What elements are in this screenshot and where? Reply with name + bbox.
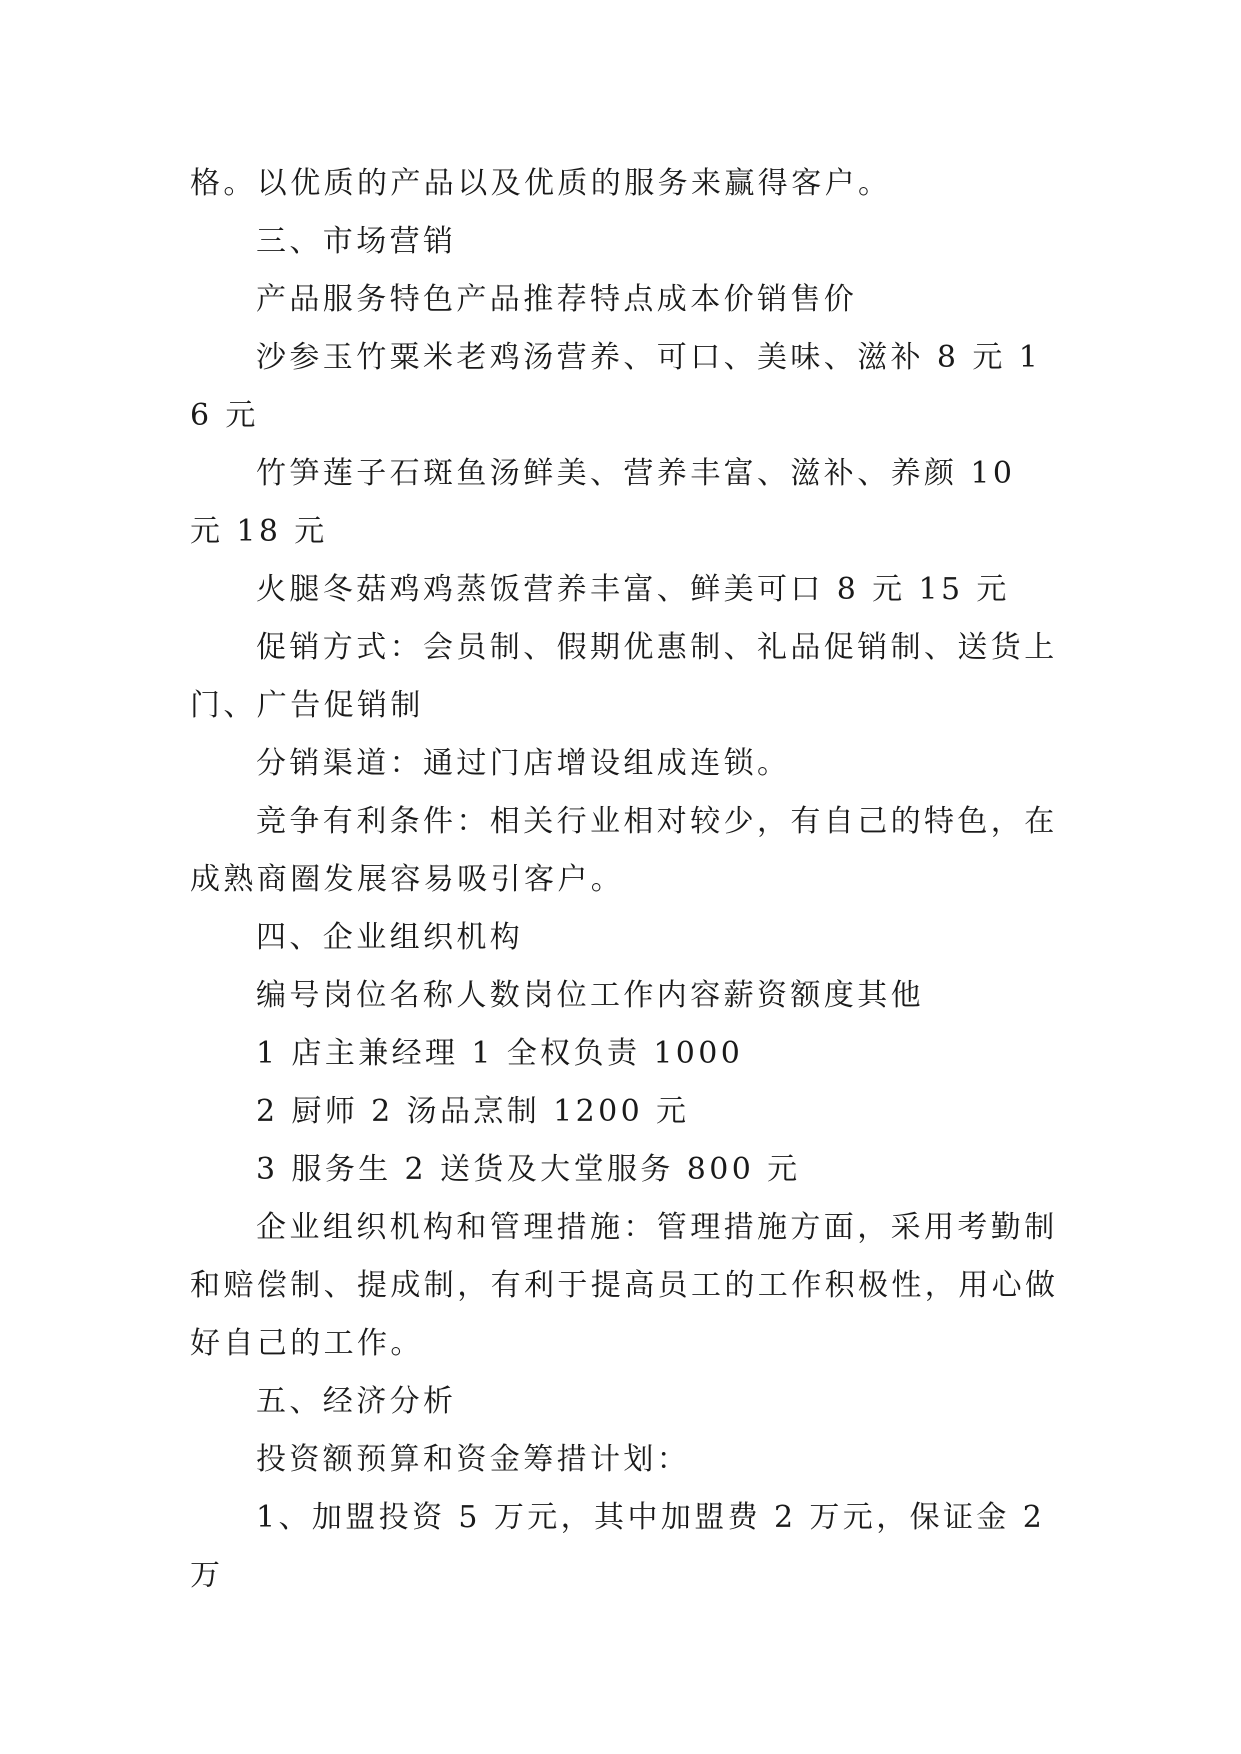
section-heading-marketing: 三、市场营销 [256, 224, 457, 259]
competitive-advantage: 竞争有利条件：相关行业相对较少，有自己的特色，在成熟商圈发展容易吸引客户。 [190, 804, 1058, 897]
investment-plan-heading: 投资额预算和资金筹措计划： [256, 1442, 691, 1477]
staff-row-2: 2 厨师 2 汤品烹制 1200 元 [256, 1094, 690, 1129]
product-row-2: 竹笋莲子石斑鱼汤鲜美、营养丰富、滋补、养颜 10 元 18 元 [190, 456, 1016, 549]
staff-row-1: 1 店主兼经理 1 全权负责 1000 [256, 1036, 744, 1071]
section-heading-organization: 四、企业组织机构 [256, 920, 524, 955]
document-body [190, 155, 1060, 1605]
distribution-channel: 分销渠道：通过门店增设组成连锁。 [256, 746, 791, 781]
product-row-3: 火腿冬菇鸡鸡蒸饭营养丰富、鲜美可口 8 元 15 元 [256, 572, 1010, 607]
product-row-1: 沙参玉竹粟米老鸡汤营养、可口、美味、滋补 8 元 16 元 [190, 340, 1042, 433]
staff-row-3: 3 服务生 2 送货及大堂服务 800 元 [256, 1152, 801, 1187]
investment-item-1: 1、加盟投资 5 万元，其中加盟费 2 万元，保证金 2 万 [190, 1500, 1046, 1593]
staff-table-header: 编号岗位名称人数岗位工作内容薪资额度其他 [256, 978, 924, 1013]
product-table-header: 产品服务特色产品推荐特点成本价销售价 [256, 282, 858, 317]
paragraph-continuation: 格。以优质的产品以及优质的服务来赢得客户。 [190, 166, 892, 201]
management-measures: 企业组织机构和管理措施：管理措施方面，采用考勤制和赔偿制、提成制，有利于提高员工的工作积极性，用心做好自己的工作。 [190, 1210, 1059, 1361]
section-heading-economics: 五、经济分析 [256, 1384, 457, 1419]
promotion-methods: 促销方式：会员制、假期优惠制、礼品促销制、送货上门、广告促销制 [190, 630, 1058, 723]
